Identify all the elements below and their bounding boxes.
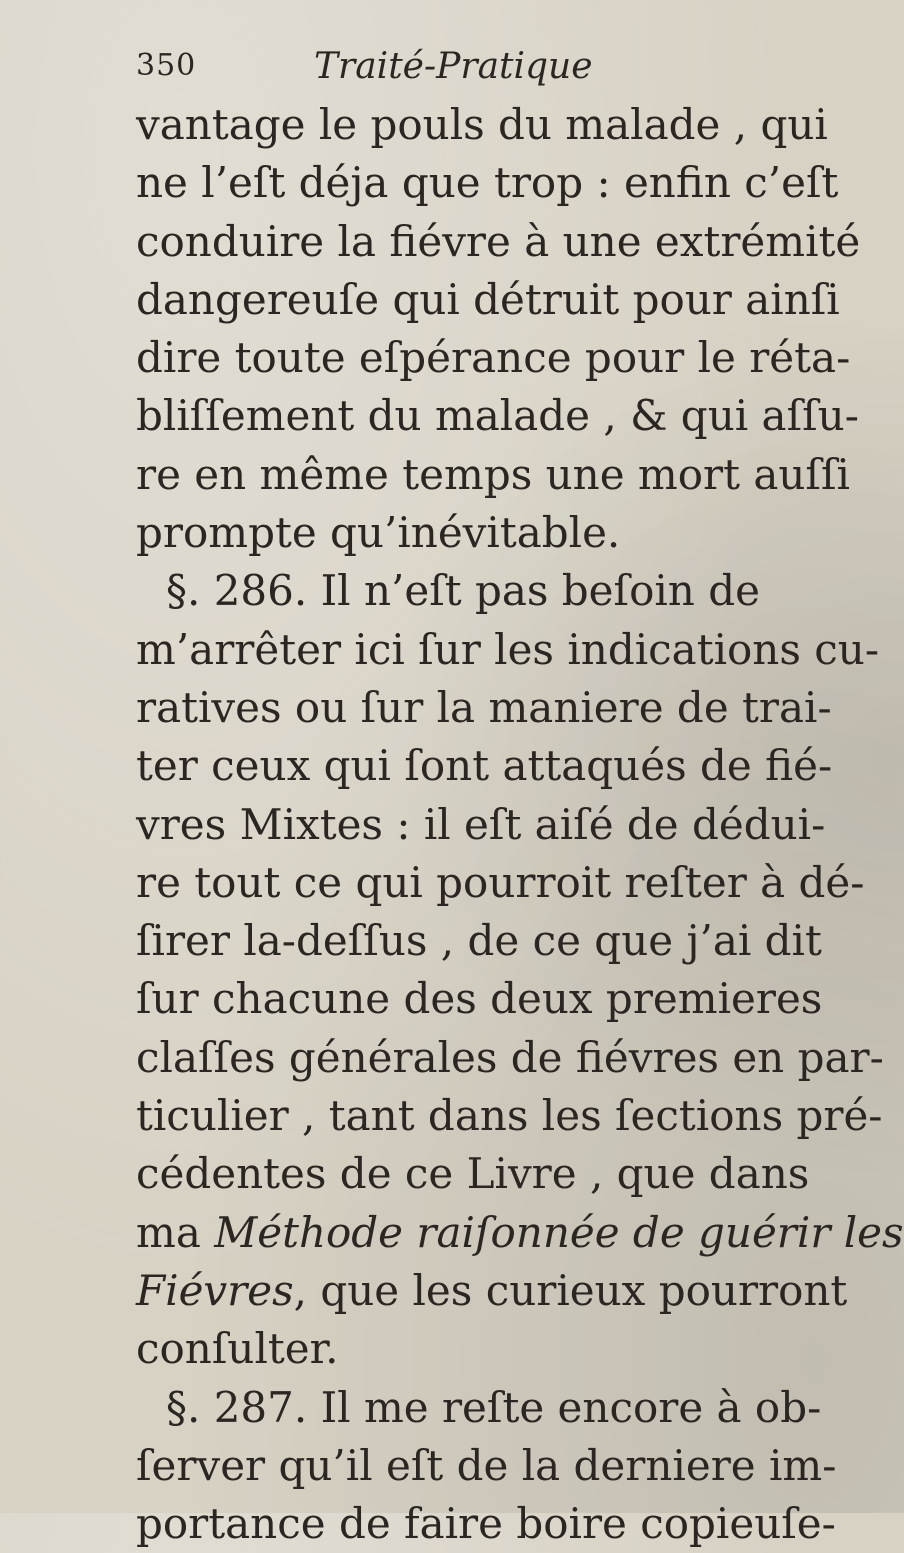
text-line: portance de faire boire copieuſe- xyxy=(136,1499,836,1549)
text-line: ne l’eſt déja que trop : enfin c’eſt xyxy=(136,158,839,208)
text-line: re en même temps une mort auſſi xyxy=(136,449,850,499)
text-line: re tout ce qui pourroit reſter à dé- xyxy=(136,857,865,907)
text-line: ter ceux qui ſont attaqués de fié- xyxy=(136,741,833,791)
running-title: Traité-Pratique xyxy=(314,46,593,87)
book-title-italic: Fiévres xyxy=(136,1265,294,1315)
text-fragment: , que les curieux pourront xyxy=(293,1265,848,1315)
text-line: ſirer la-deſſus , de ce que j’ai dit xyxy=(136,916,822,966)
text-line: bliſſement du malade , & qui aſſu- xyxy=(136,391,859,441)
text-line: ſerver qu’il eſt de la derniere im- xyxy=(136,1440,837,1490)
text-line xyxy=(118,1262,848,1320)
text-line xyxy=(118,1204,904,1262)
body-text xyxy=(118,96,904,1553)
paragraph-start-line: §. 287. Il me reſte encore à ob- xyxy=(166,1382,822,1432)
text-line: vantage le pouls du malade , qui xyxy=(136,100,828,149)
text-line: dangereuſe qui détruit pour ainſi xyxy=(136,274,840,324)
book-title-italic: Méthode raiſonnée de guérir les xyxy=(214,1207,904,1257)
text-line: cédentes de ce Livre , que dans xyxy=(136,1149,810,1199)
page-number: 350 xyxy=(136,48,197,83)
text-line: prompte qu’inévitable. xyxy=(136,508,621,558)
text-line: vres Mixtes : il eſt aiſé de dédui- xyxy=(136,799,826,849)
text-line: ſur chacune des deux premieres xyxy=(136,974,823,1024)
text-line: dire toute eſpérance pour le réta- xyxy=(136,333,851,383)
text-line: claſſes générales de fiévres en par- xyxy=(136,1032,884,1082)
paragraph-start-line: §. 286. Il n’eſt pas beſoin de xyxy=(166,566,760,616)
text-line: m’arrêter ici ſur les indications cu- xyxy=(136,624,880,674)
text-line: ticulier , tant dans les ſections pré- xyxy=(136,1091,883,1141)
text-fragment: ma xyxy=(136,1207,215,1257)
text-line: conduire la fiévre à une extrémité xyxy=(136,216,861,266)
text-line: conſulter. xyxy=(136,1324,339,1374)
text-line: ratives ou ſur la maniere de trai- xyxy=(136,682,832,732)
